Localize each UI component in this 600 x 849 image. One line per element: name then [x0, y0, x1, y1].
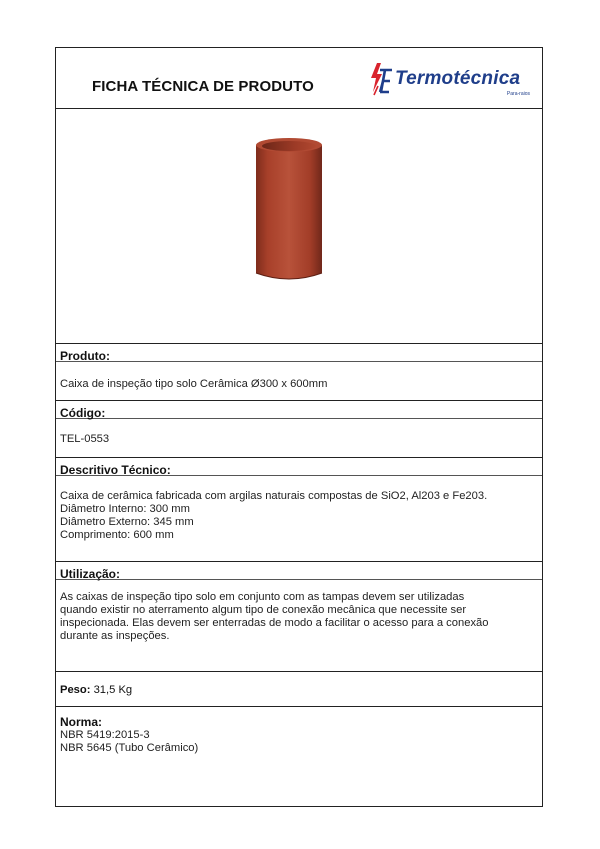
- section-norma: [56, 707, 542, 807]
- utilizacao-line: quando existir no aterramento algum tipo de conexão mecânica que necessite ser: [60, 604, 467, 616]
- section-peso: [56, 672, 542, 707]
- logo-wordmark: Termotécnica: [395, 68, 521, 89]
- utilizacao-body: [56, 580, 542, 643]
- product-datasheet: [55, 47, 543, 807]
- lightning-te-logo-icon: [368, 62, 394, 100]
- peso-value: 31,5 Kg: [93, 684, 133, 696]
- utilizacao-line: durante as inspeções.: [60, 630, 170, 642]
- logo-subtext: Para-raios: [506, 91, 530, 97]
- produto-value: Caixa de inspeção tipo solo Cerâmica Ø300 x 600mm: [60, 378, 328, 390]
- produto-label: Produto:: [56, 344, 542, 362]
- codigo-value: TEL-0553: [60, 433, 110, 445]
- datasheet-header: [56, 48, 542, 109]
- peso-row: [60, 684, 132, 696]
- product-image-area: [56, 109, 542, 344]
- norma-label: Norma:: [60, 715, 103, 729]
- descritivo-line: Comprimento: 600 mm: [60, 529, 174, 541]
- utilizacao-line: inspecionada. Elas devem ser enterradas de modo a facilitar o acesso para a conexão: [60, 617, 489, 629]
- descritivo-label: Descritivo Técnico:: [56, 458, 542, 476]
- codigo-label: Código:: [56, 401, 542, 419]
- descritivo-line: Diâmetro Externo: 345 mm: [60, 516, 194, 528]
- company-logo: [368, 62, 538, 102]
- section-utilizacao: [56, 562, 542, 672]
- utilizacao-line: As caixas de inspeção tipo solo em conjunto com as tampas devem ser utilizadas: [60, 591, 465, 603]
- descritivo-line: Diâmetro Interno: 300 mm: [60, 503, 190, 515]
- section-codigo: [56, 401, 542, 458]
- norma-body: [56, 729, 542, 755]
- norma-line: NBR 5645 (Tubo Cerâmico): [60, 742, 199, 754]
- peso-label: Peso:: [60, 684, 91, 696]
- descritivo-line: Caixa de cerâmica fabricada com argilas naturais compostas de SiO2, Al203 e Fe203.: [60, 490, 488, 502]
- norma-line: NBR 5419:2015-3: [60, 729, 150, 741]
- section-produto: [56, 344, 542, 401]
- utilizacao-label: Utilização:: [56, 562, 542, 580]
- descritivo-body: [56, 476, 542, 542]
- section-descritivo-tecnico: [56, 458, 542, 562]
- document-title: FICHA TÉCNICA DE PRODUTO: [92, 78, 314, 95]
- ceramic-pipe-image: [254, 137, 324, 283]
